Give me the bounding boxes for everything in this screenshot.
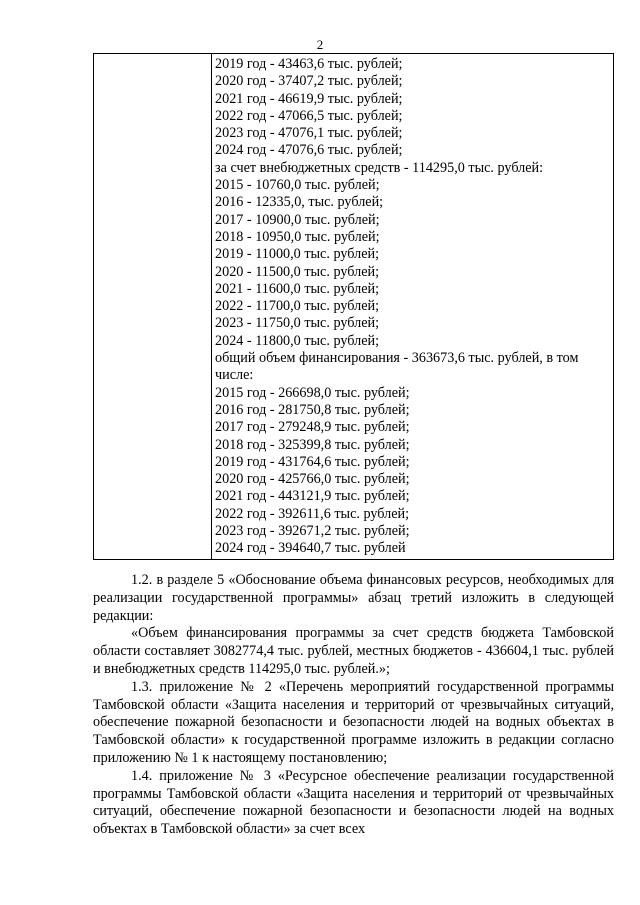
table-line: 2023 год - 392671,2 тыс. рублей; [215, 523, 410, 540]
table-line: 2023 - 11750,0 тыс. рублей; [215, 315, 380, 332]
table-left-cell [94, 54, 212, 560]
table-line: 2021 год - 443121,9 тыс. рублей; [215, 488, 410, 505]
table-line: 2024 год - 47076,6 тыс. рублей; [215, 142, 403, 159]
paragraph-section-5: 1.2. в разделе 5 «Обоснование объема финансовых ресурсов, необходимых для реализации государственной программы» абзац третий изложить в следующей редакции: [93, 572, 614, 624]
table-line: 2019 год - 43463,6 тыс. рублей; [215, 56, 403, 72]
table-line: 2022 год - 392611,6 тыс. рублей; [215, 505, 410, 522]
table-line: 2018 год - 325399,8 тыс. рублей; [215, 436, 410, 453]
table-line: 2019 - 11000,0 тыс. рублей; [215, 246, 380, 263]
table-line: 2016 - 12335,0, тыс. рублей; [215, 194, 384, 211]
table-line: 2020 год - 37407,2 тыс. рублей; [215, 73, 403, 90]
table-line: 2022 год - 47066,5 тыс. рублей; [215, 107, 403, 124]
table-line: 2017 год - 279248,9 тыс. рублей; [215, 419, 410, 436]
table-right-cell [212, 54, 614, 560]
paragraph-appendix-3: 1.4. приложение № 3 «Ресурсное обеспечение реализации государственной программы Тамбовской области «Защита населения и территорий от чрезвычайных ситуаций, обеспечение пожарной безопасности и безопасности людей на водных объектах в Тамбовской области» за счет всех [93, 767, 614, 838]
table-line: 2022 - 11700,0 тыс. рублей; [215, 298, 380, 315]
table-row [94, 54, 614, 560]
table-line: 2019 год - 431764,6 тыс. рублей; [215, 453, 410, 470]
table-line: 2018 - 10950,0 тыс. рублей; [215, 228, 380, 245]
paragraph-funding-quote: «Объем финансирования программы за счет средств бюджета Тамбовской области составляет 3082774,4 тыс. рублей, местных бюджетов - 436604,1 тыс. рублей и внебюджетных средств 114295,0 тыс. рублей.»; [93, 625, 614, 677]
table-line: 2020 год - 425766,0 тыс. рублей; [215, 471, 410, 488]
page-number: 2 [316, 37, 324, 52]
table-line: за счет внебюджетных средств - 114295,0 тыс. рублей: [215, 159, 544, 176]
table-line: 2021 - 11600,0 тыс. рублей; [215, 280, 380, 297]
document-body [93, 572, 614, 839]
table-line: 2024 год - 394640,7 тыс. рублей [215, 540, 406, 557]
table-line: 2015 - 10760,0 тыс. рублей; [215, 177, 380, 194]
table-line: 2021 год - 46619,9 тыс. рублей; [215, 90, 403, 107]
table-line: 2024 - 11800,0 тыс. рублей; [215, 332, 380, 349]
table-line: 2016 год - 281750,8 тыс. рублей; [215, 401, 410, 418]
table-line: общий объем финансирования - 363673,6 тыс. рублей, в том числе: [215, 350, 579, 384]
financing-table [93, 53, 614, 560]
table-line: 2017 - 10900,0 тыс. рублей; [215, 211, 380, 228]
table-line: 2015 год - 266698,0 тыс. рублей; [215, 384, 410, 401]
paragraph-appendix-2: 1.3. приложение № 2 «Перечень мероприятий государственной программы Тамбовской области «Защита населения и территорий от чрезвычайных ситуаций, обеспечение пожарной безопасности и безопасности людей на водных объектах в Тамбовской области» к государственной программе изложить в редакции согласно приложению № 1 к настоящему постановлению; [93, 678, 614, 766]
table-line: 2020 - 11500,0 тыс. рублей; [215, 263, 380, 280]
table-line: 2023 год - 47076,1 тыс. рублей; [215, 125, 403, 142]
